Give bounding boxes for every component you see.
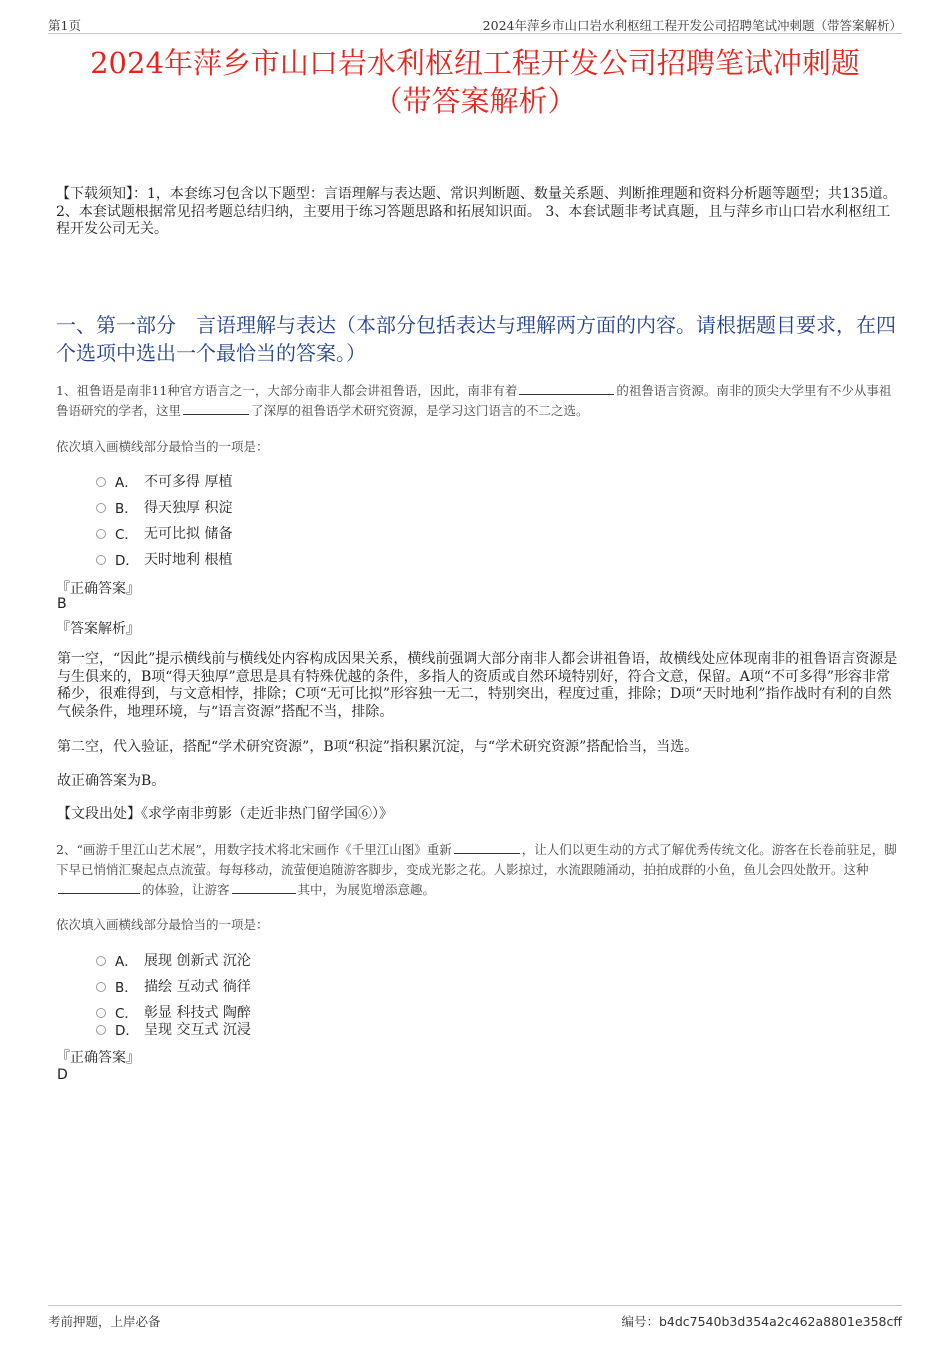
option-text: 呈现 交互式 沉浸 <box>144 1022 251 1038</box>
q1-analysis-1: 第一空，“因此”提示横线前与横线处内容构成因果关系，横线前强调大部分南非人都会讲祖鲁语，故横线处应体现南非的祖鲁语言资源是与生俱来的，B项“得天独厚”意思是具有特殊优越的条件，多指人的资质或自然环境特别好，符合文意，保留。A项“不可多得”形容非常稀少，很难得到，与文意相悖，排除；C项“无可比拟”形容独一无二，特别突出，程度过重，排除；D项“天时地利”指作战时有利的自然气候条件，地理环境，与“语言资源”搭配不当，排除。 <box>57 651 898 720</box>
code-value: b4dc7540b3d354a2c462a8801e358cff <box>658 1314 902 1329</box>
option-text: 描绘 互动式 徜徉 <box>144 979 251 995</box>
q1-text-part2: 的祖鲁语言资源。南非的顶尖大学里有不少从事祖鲁语研究的学者，这里 <box>56 383 892 418</box>
page-footer <box>48 1305 902 1329</box>
option-letter: A． <box>115 475 138 491</box>
code-label: 编号： <box>621 1314 659 1329</box>
q1-source: 【文段出处】《求学南非剪影（走近非热门留学国⑥）》 <box>57 806 393 822</box>
option-text: 得天独厚 积淀 <box>144 500 233 516</box>
q2-blank-3 <box>232 882 296 894</box>
q1-analysis-3: 故正确答案为B。 <box>57 773 166 789</box>
option-letter: C． <box>115 527 138 543</box>
radio-icon[interactable] <box>96 503 106 513</box>
q2-answer: D <box>57 1067 68 1083</box>
q2-text-part3: 的体验，让游客 <box>142 882 230 897</box>
option-letter: B． <box>115 980 138 996</box>
header-doc-title: 2024年萍乡市山口岩水利枢纽工程开发公司招聘笔试冲刺题（带答案解析） <box>482 18 902 33</box>
q1-instruction: 依次填入画横线部分最恰当的一项是： <box>56 439 269 454</box>
option-text: 展现 创新式 沉沦 <box>144 953 251 969</box>
radio-icon[interactable] <box>96 956 106 966</box>
q1-blank-2 <box>183 403 249 415</box>
page-title: 2024年萍乡市山口岩水利枢纽工程开发公司招聘笔试冲刺题 <box>90 46 860 80</box>
document-code <box>621 1312 902 1330</box>
q2-blank-1 <box>454 842 520 854</box>
option-text: 无可比拟 储备 <box>144 526 233 542</box>
radio-icon[interactable] <box>96 982 106 992</box>
radio-icon[interactable] <box>96 529 106 539</box>
question-2-stem <box>56 840 898 900</box>
option-text: 天时地利 根植 <box>144 552 233 568</box>
page-header <box>48 14 902 34</box>
option-letter: A． <box>115 954 138 970</box>
page-number: 第1页 <box>48 18 81 33</box>
q2-text-part4: 其中，为展览增添意趣。 <box>297 882 436 897</box>
q2-blank-2 <box>58 882 140 894</box>
option-letter: D． <box>115 553 139 569</box>
q2-text-part1: 2、“画游千里江山艺术展”，用数字技术将北宋画作《千里江山图》重新 <box>56 842 452 857</box>
section-heading: 一、第一部分 言语理解与表达（本部分包括表达与理解两方面的内容。请根据题目要求，在四个选项中选出一个最恰当的答案。） <box>56 313 896 365</box>
option-text: 不可多得 厚植 <box>144 474 233 490</box>
footer-slogan: 考前押题，上岸必备 <box>48 1314 161 1329</box>
question-1-stem <box>56 381 898 421</box>
option-letter: D． <box>115 1023 139 1039</box>
q2-instruction: 依次填入画横线部分最恰当的一项是： <box>56 917 269 932</box>
q1-blank-1 <box>519 383 614 395</box>
q1-analysis-2: 第二空，代入验证，搭配“学术研究资源”，B项“积淀”指积累沉淀，与“学术研究资源”搭配恰当，当选。 <box>57 739 699 755</box>
option-letter: B． <box>115 501 138 517</box>
radio-icon[interactable] <box>96 477 106 487</box>
q2-text-part2: ，让人们以更生动的方式了解优秀传统文化。游客在长卷前驻足，脚下早已悄悄汇聚起点点流萤。每每移动，流萤便追随游客脚步，变成光影之花。人影掠过，水流跟随涌动，拍拍成群的小鱼，鱼儿会四处散开。这种 <box>56 842 897 877</box>
q1-text-part3: 了深厚的祖鲁语学术研究资源，是学习这门语言的不二之选。 <box>251 403 589 418</box>
radio-icon[interactable] <box>96 1008 106 1018</box>
radio-icon[interactable] <box>96 1025 106 1035</box>
radio-icon[interactable] <box>96 555 106 565</box>
q1-answer: B <box>57 596 67 612</box>
option-text: 彰显 科技式 陶醉 <box>144 1005 251 1021</box>
download-notice: 【下载须知】：1，本套练习包含以下题型：言语理解与表达题、常识判断题、数量关系题、判断推理题和资料分析题等题型；共135道。 2、本套试题根据常见招考题总结归纳，主要用于练习答题思路和拓展知识面。 3、本套试题非考试真题，且与萍乡市山口岩水利枢纽工程开发公司无关。 <box>56 186 897 237</box>
q2-answer-label: 『正确答案』 <box>56 1050 140 1066</box>
q1-answer-label: 『正确答案』 <box>56 581 140 597</box>
q1-text-part1: 1、祖鲁语是南非11种官方语言之一，大部分南非人都会讲祖鲁语，因此，南非有着 <box>56 383 518 398</box>
q1-analysis-label: 『答案解析』 <box>56 621 140 637</box>
option-letter: C． <box>115 1006 138 1022</box>
page-subtitle: （带答案解析） <box>373 84 577 118</box>
